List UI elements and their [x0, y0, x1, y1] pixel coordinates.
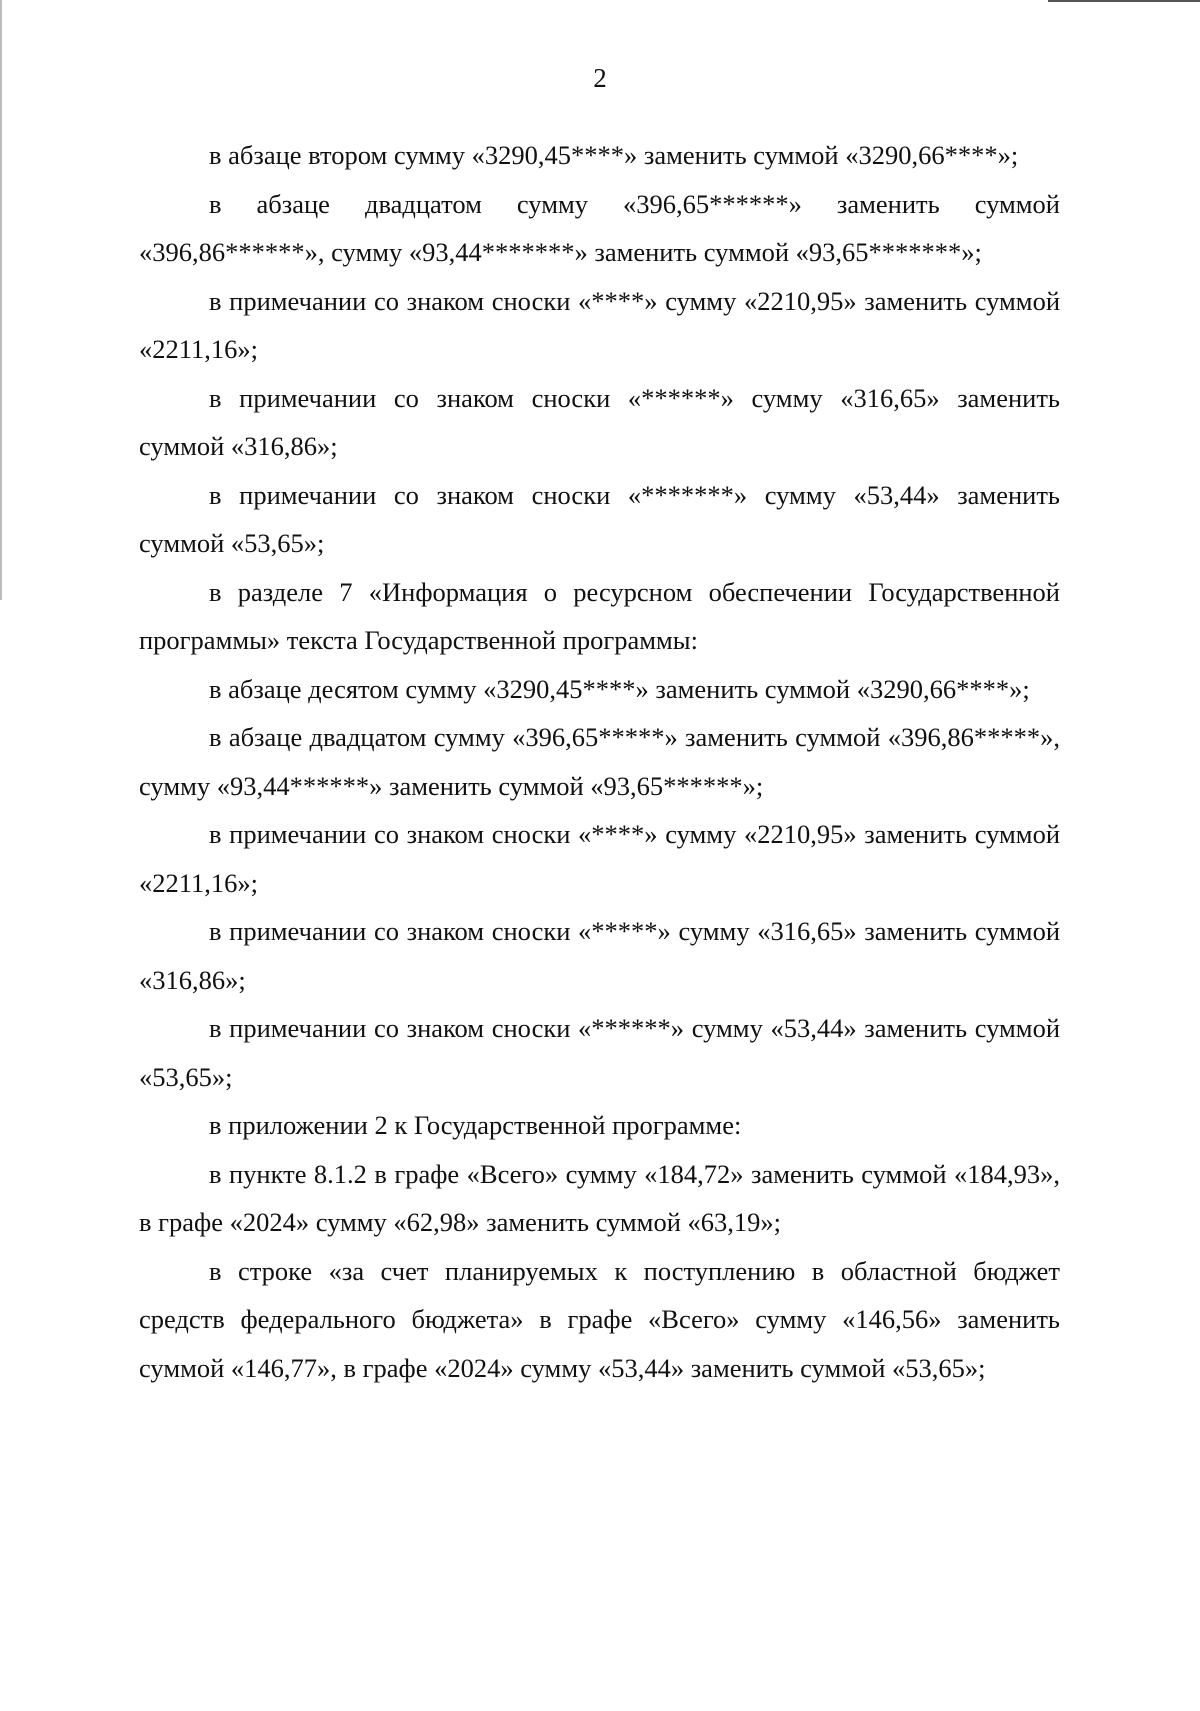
- scan-edge-line: [1048, 0, 1200, 2]
- page-number: 2: [593, 63, 607, 93]
- paragraph: в абзаце десятом сумму «3290,45****» заменить суммой «3290,66****»;: [209, 673, 1030, 704]
- document-body: [139, 131, 1060, 1392]
- paragraph: в приложении 2 к Государственной программе:: [209, 1110, 742, 1140]
- paragraph: в примечании со знаком сноски «****» сумму «2210,95» заменить суммой «2211,16»;: [139, 819, 1060, 898]
- paragraph: в примечании со знаком сноски «*****» сумму «316,65» заменить суммой «316,86»;: [139, 916, 1060, 995]
- paragraph: в примечании со знаком сноски «******» сумму «53,44» заменить суммой «53,65»;: [139, 1013, 1060, 1092]
- paragraph: в пункте 8.1.2 в графе «Всего» сумму «184,72» заменить суммой «184,93», в графе «2024» сумму «62,98» заменить суммой «63,19»;: [139, 1158, 1060, 1237]
- paragraph: в абзаце втором сумму «3290,45****» заменить суммой «3290,66****»;: [209, 140, 1019, 170]
- paragraph: в разделе 7 «Информация о ресурсном обеспечении Государственной программы» текста Государственной программы:: [139, 576, 1060, 655]
- paragraph: в абзаце двадцатом сумму «396,65******» заменить суммой «396,86******», сумму «93,44*******» заменить суммой «93,65*******»;: [139, 188, 1060, 267]
- paragraph: в строке «за счет планируемых к поступлению в областной бюджет средств федерального бюджета» в графе «Всего» сумму «146,56» заменить суммой «146,77», в графе «2024» сумму «53,44» заменить суммой «53,65»;: [139, 1255, 1060, 1383]
- paragraph: в примечании со знаком сноски «****» сумму «2210,95» заменить суммой «2211,16»;: [139, 285, 1060, 364]
- paragraph: в примечании со знаком сноски «******» сумму «316,65» заменить суммой «316,86»;: [139, 382, 1060, 461]
- paragraph: в абзаце двадцатом сумму «396,65*****» заменить суммой «396,86*****», сумму «93,44******» заменить суммой «93,65******»;: [139, 722, 1060, 801]
- paragraph: в примечании со знаком сноски «*******» сумму «53,44» заменить суммой «53,65»;: [139, 479, 1060, 558]
